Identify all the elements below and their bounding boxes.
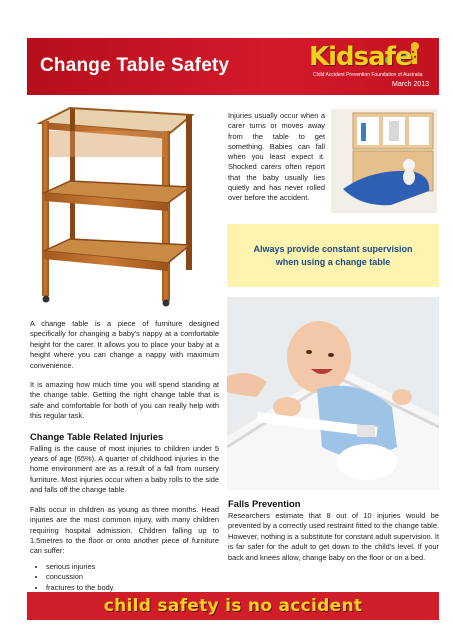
list-item: • concussion bbox=[46, 572, 219, 582]
list-item: • serious injuries bbox=[46, 562, 219, 572]
footer-slogan: child safety is no accident bbox=[103, 596, 363, 616]
falls-prevention-paragraph: Researchers estimate that 8 out of 10 injuries would be prevented by a correctly used restraint fitted to the change table. However, nothing is a substitute for constant adult supervision. It is far safer for the adult to get down to the child's level. If your back and knees allow, change baby on the floor or on a bed. bbox=[228, 511, 439, 562]
callout-text: Always provide constant supervision when using a change table bbox=[253, 244, 413, 267]
section-heading-falls-prevention: Falls Prevention bbox=[228, 498, 301, 509]
injury-list bbox=[30, 562, 219, 593]
supervision-callout bbox=[227, 224, 439, 287]
intro-paragraph-2: It is amazing how much time you will spend standing at the change table. Getting the right change table that is safe and comfortable for both of you can really help with this regular task. bbox=[30, 380, 219, 421]
logo-wordmark: Kidsafe bbox=[309, 42, 412, 72]
header-banner bbox=[27, 38, 439, 95]
footer-banner bbox=[27, 592, 439, 620]
right-column bbox=[228, 498, 439, 563]
list-item: • fractures to the body. bbox=[46, 583, 219, 593]
left-column bbox=[30, 319, 219, 593]
injuries-paragraph-1: Falling is the cause of most injuries to children under 5 years of age (65%). A quarter of childhood injuries in the home environment are as a result of a fall from nursery furniture. Most injuries occur when a baby rolls to the side and falls off the change table. bbox=[30, 443, 219, 495]
intro-paragraph: Injuries usually occur when a carer turns or moves away from the table to get something. Babies can fall when you least expect it. Shocked carers often report that the baby usually lies quietly and has never rolled over before the accident. bbox=[228, 111, 325, 203]
change-table-image bbox=[30, 103, 198, 308]
wall-change-table-image bbox=[331, 109, 437, 213]
baby-on-change-mat-image bbox=[227, 297, 439, 490]
intro-paragraph-1: A change table is a piece of furniture designed specifically for changing a baby's nappy at a comfortable height for the carer. It allows you to place your baby at a height where you can change a nappy with maximum convenience. bbox=[30, 319, 219, 370]
injuries-paragraph-2: Falls occur in children as young as three months. Head injuries are the most common injury, with many children requiring hospital admission. Children falling up to 1.5metres to the floor or onto another piece of furniture can suffer: bbox=[30, 504, 219, 556]
logo-tagline: Child Accident Prevention Foundation of Australia bbox=[313, 72, 423, 78]
page-title: Change Table Safety bbox=[40, 55, 230, 76]
section-heading-injuries: Change Table Related Injuries bbox=[30, 430, 164, 442]
issue-date: March 2013 bbox=[392, 81, 429, 88]
